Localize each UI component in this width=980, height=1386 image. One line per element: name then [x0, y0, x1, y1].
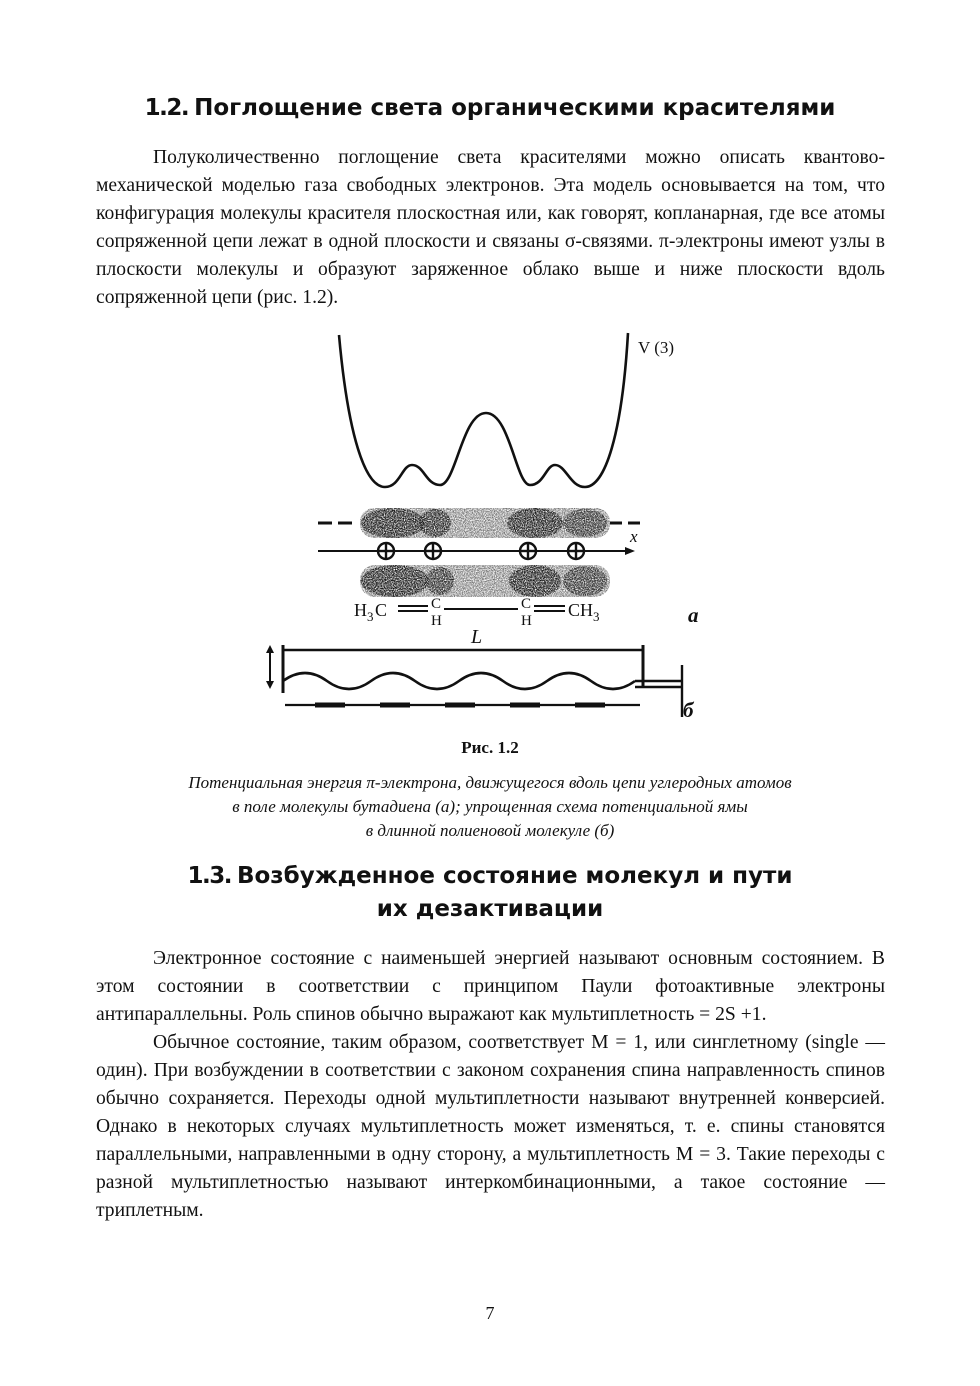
ch-1-h: H — [431, 613, 442, 629]
page-number: 7 — [485, 1303, 495, 1323]
potential-energy-curve — [339, 333, 628, 487]
section-title: Поглощение света органическими красителями — [194, 95, 836, 121]
caption-line: в поле молекулы бутадиена (а); упрощенная схема потенциальной ямы — [232, 797, 748, 816]
lower-electron-cloud — [360, 565, 610, 597]
caption-line: в длинной полиеновой молекуле (б) — [365, 821, 615, 840]
formula-sub-3-left: 3 — [367, 609, 374, 624]
section-title-line-2: их дезактивации — [376, 896, 604, 922]
potential-label: V (3) — [638, 338, 675, 357]
caption-line: Потенциальная энергия π-электрона, движущегося вдоль цепи углеродных атомов — [188, 773, 792, 792]
paragraph: Электронное состояние с наименьшей энергией называют основным состоянием. В этом состоянии в соответствии с принципом Паули фотоактивные электроны антипараллельны. Роль спинов обычно выражают как мультиплетность = 2S +1. — [96, 948, 885, 1025]
section-title-line-1: Возбужденное состояние молекул и пути — [236, 863, 793, 889]
potential-well-diagram — [266, 645, 682, 717]
panel-a-label: а — [688, 603, 699, 627]
length-label: L — [471, 626, 483, 648]
section-1-3-body — [96, 945, 885, 1225]
upper-electron-cloud — [360, 508, 610, 538]
section-1-3-heading — [96, 860, 884, 926]
paragraph: Полуколичественно поглощение света красителями можно описать квантово-механической моделью газа свободных электронов. Эта модель основывается на том, что конфигурация молекулы красителя плоскостная или, как говорят, копланарная, где все атомы сопряженной цепи лежат в одной плоскости и связаны σ-связями. π-электроны имеют узлы в плоскости молекулы и образуют заряженное облако выше и ниже плоскости вдоль сопряженной цепи (рис. 1.2). — [96, 147, 885, 308]
section-number: 1.3. — [187, 863, 231, 889]
formula-ch: CH — [568, 600, 594, 620]
section-1-2-heading — [96, 92, 884, 125]
figure-number: Рис. 1.2 — [461, 738, 519, 757]
ch-2-c: C — [521, 596, 532, 612]
formula-c-left: C — [375, 600, 388, 620]
paragraph: Обычное состояние, таким образом, соответствует M = 1, или синглетному (single — один). При возбуждении в соответствии с законом сохранения спина направленность спинов обычно сохраняется. Переходы одной мультиплетности называют внутренней конверсией. Однако в некоторых случаях мультиплетность может изменяться, т. е. спины становятся параллельными, направленными в одну сторону, а мультиплетность M = 3. Такие переходы с разной мультиплетностью называют интеркомбинационными, а такое состояние — триплетным. — [96, 1032, 885, 1221]
x-axis-label: x — [630, 527, 638, 546]
figure-1-2 — [230, 325, 750, 725]
x-axis-arrow — [625, 547, 635, 555]
section-number: 1.2. — [144, 95, 189, 121]
ch-1-c: C — [431, 596, 442, 612]
panel-b-label: б — [683, 698, 694, 722]
butadiene-formula — [354, 596, 600, 629]
section-1-2-body — [96, 144, 885, 312]
ch-2-h: H — [521, 613, 532, 629]
formula-h: H — [354, 600, 367, 620]
figure-caption — [96, 771, 884, 843]
formula-sub-3-right: 3 — [593, 609, 600, 624]
